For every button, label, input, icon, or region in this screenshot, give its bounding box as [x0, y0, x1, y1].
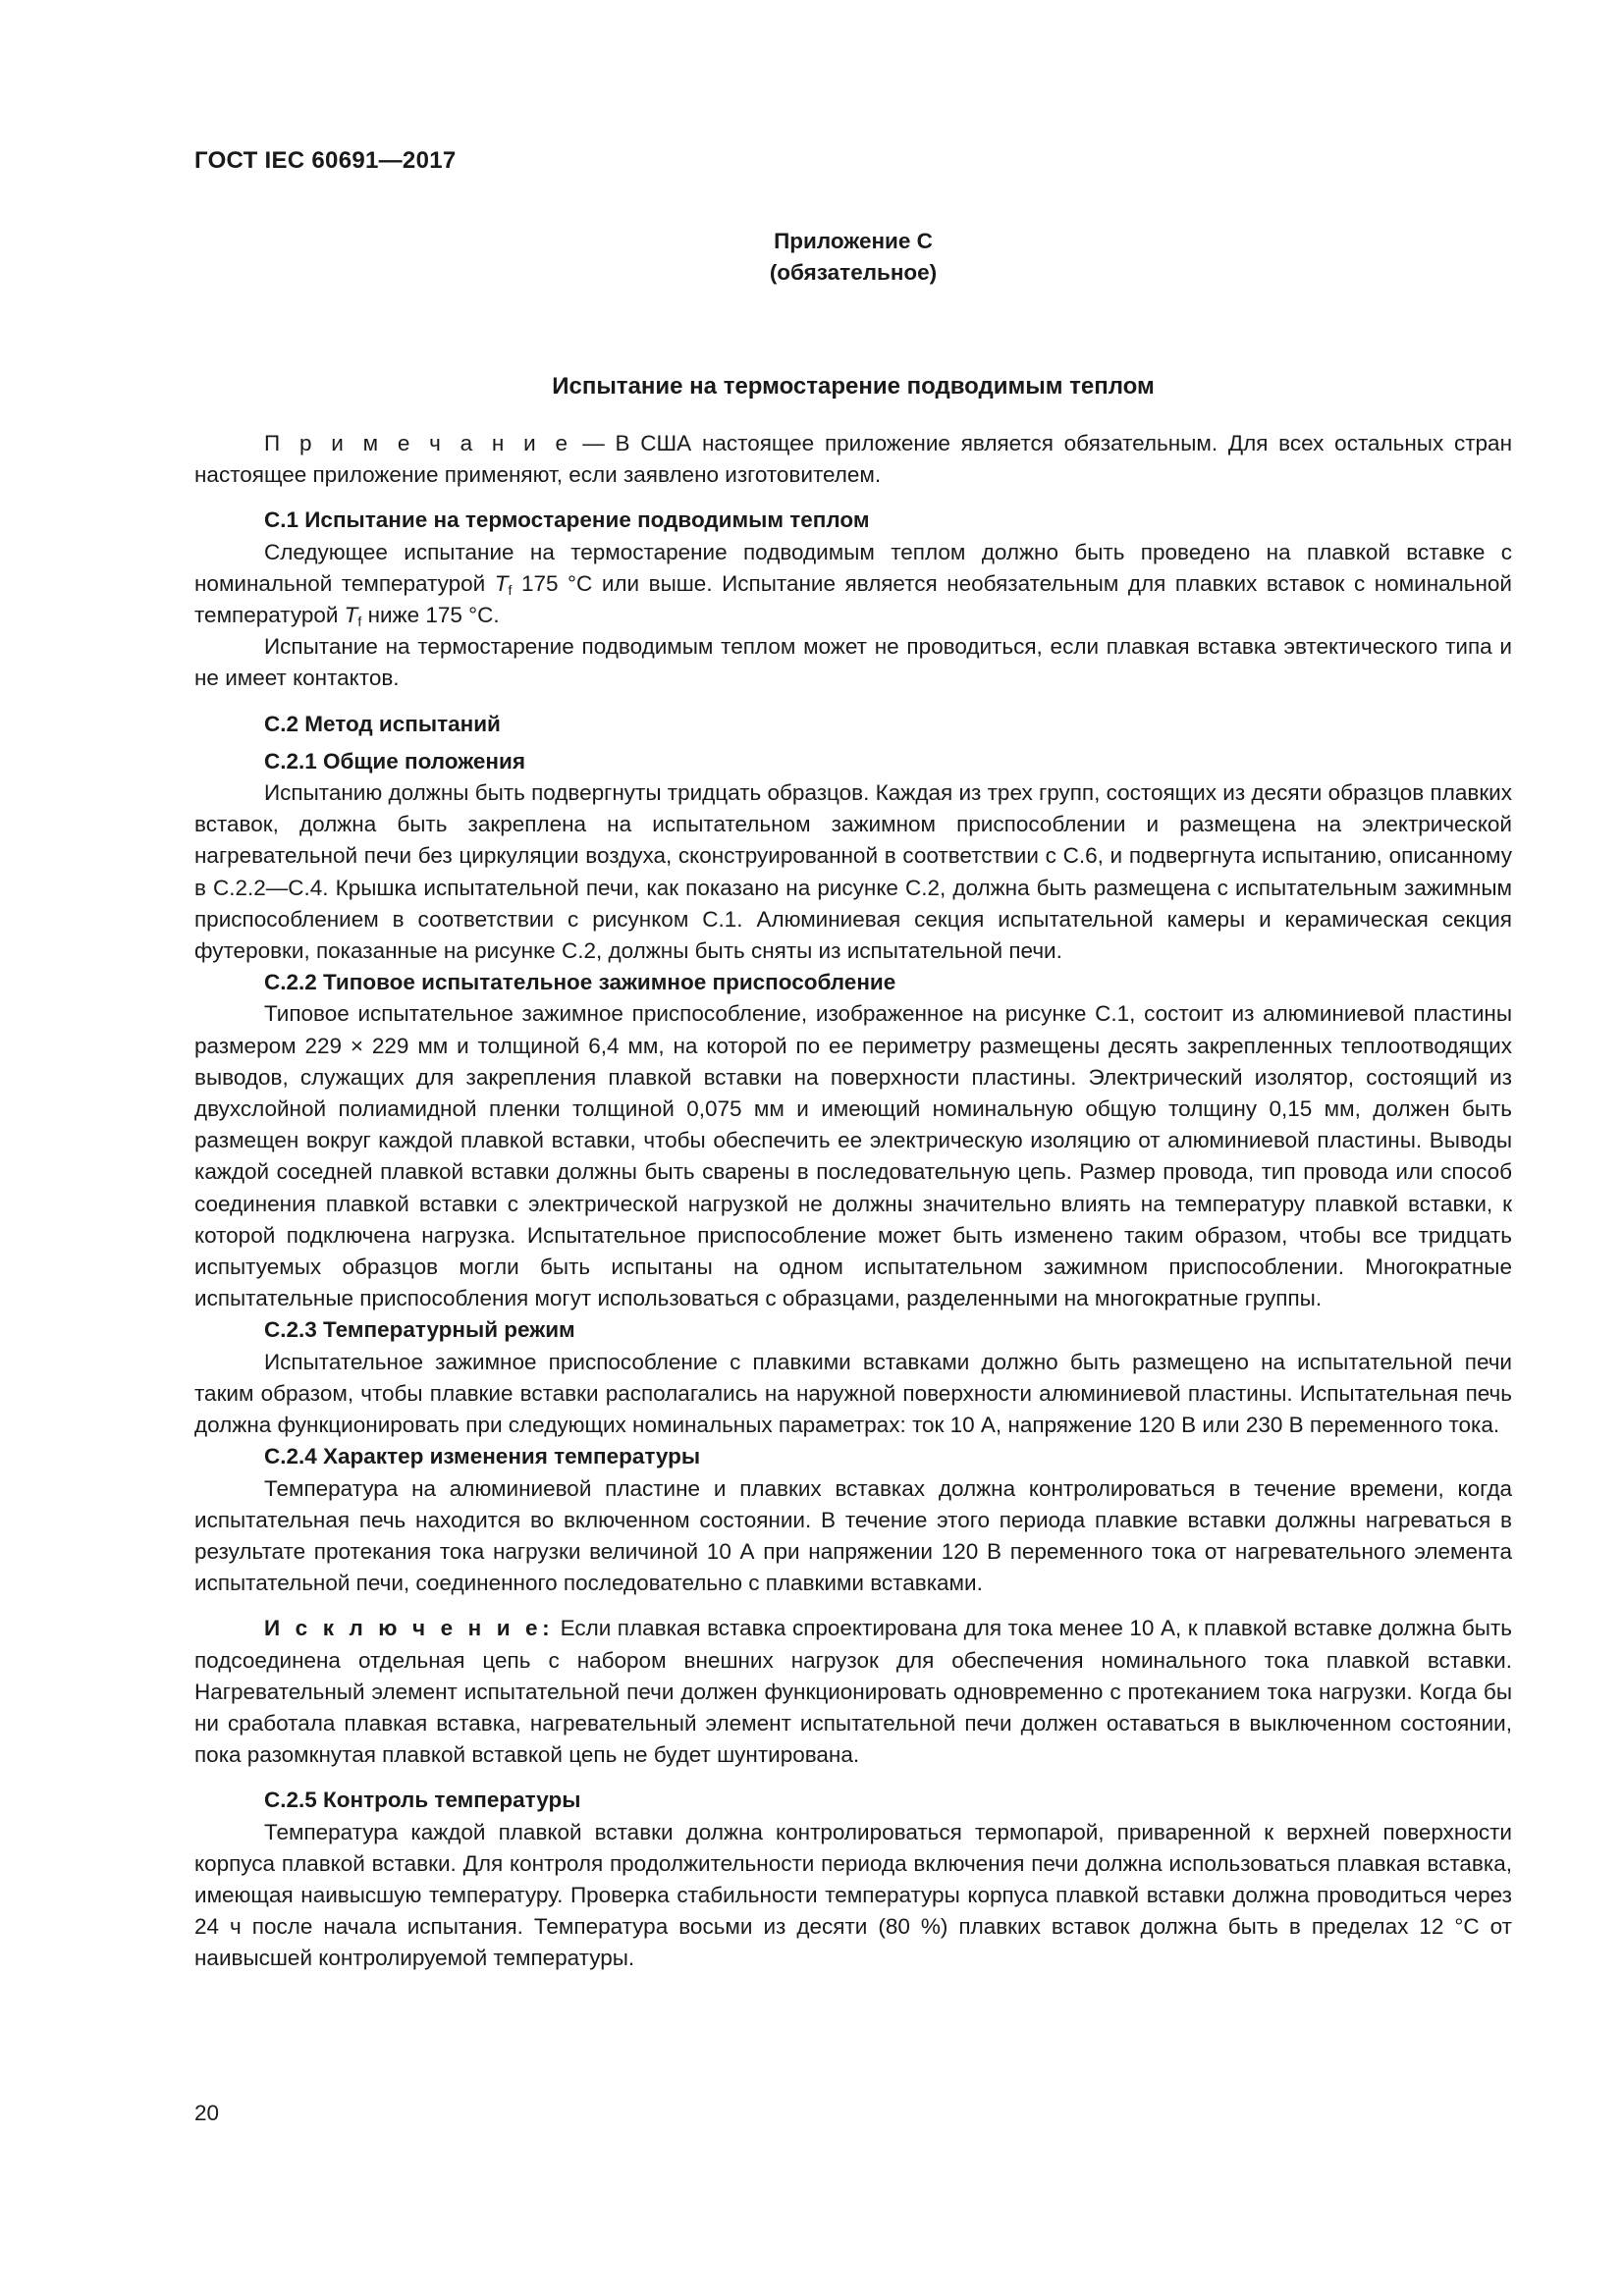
- section-c2-2-text: Типовое испытательное зажимное приспособление, изображенное на рисунке С.1, состоит из алюминиевой пластины размером 229 × 229 мм и толщиной 6,4 мм, на которой по ее периметру размещены десять закрепленных теплоотводящих выводов, служащих для закрепления плавкой вставки на поверхности пластины. Электрический изолятор, состоящий из двухслойной полиамидной пленки толщиной 0,075 мм и имеющий номинальную общую толщину 0,15 мм, должен быть размещен вокруг каждой плавкой вставки, чтобы обеспечить ее электрическую изоляцию от алюминиевой пластины. Выводы каждой соседней плавкой вставки должны быть сварены в последовательную цепь. Размер провода, тип провода или способ соединения плавкой вставки с электрической нагрузкой не должны значительно влиять на температуру плавкой вставки, к которой подключена нагрузка. Испытательное приспособление может быть изменено таким образом, чтобы все тридцать испытуемых образцов могли быть испытаны на одном испытательном зажимном приспособлении. Многократные испытательные приспособления могут использоваться с образцами, разделенными на многократные группы.: [194, 1001, 1512, 1311]
- note-text: — В США настоящее приложение является обязательным. Для всех остальных стран настоящее приложение применяют, если заявлено изготовителем.: [194, 431, 1512, 488]
- exception-text: Если плавкая вставка спроектирована для тока менее 10 А, к плавкой вставке должна быть подсоединена отдельная цепь с набором внешних нагрузок для обеспечения номинального тока плавкой вставки. Нагревательный элемент испытательной печи должен функционировать одновременно с протеканием тока нагрузки. Когда бы ни сработала плавкая вставка, нагревательный элемент испытательной печи должен оставаться в выключенном состоянии, пока разомкнутая плавкой вставкой цепь не будет шунтирована.: [194, 1616, 1512, 1768]
- section-c2-3-heading: С.2.3 Температурный режим: [264, 1317, 575, 1343]
- annex-title: Испытание на термостарение подводимым теплом: [552, 373, 1155, 400]
- section-c1-heading: С.1 Испытание на термостарение подводимым теплом: [264, 507, 870, 533]
- exception-label: И с к л ю ч е н и е:: [264, 1616, 555, 1641]
- section-c2-5-text: Температура каждой плавкой вставки должна контролироваться термопарой, приваренной к верхней поверхности корпуса плавкой вставки. Для контроля продолжительности периода включения печи должна использоваться плавкая вставка, имеющая наивысшую температуру. Проверка стабильности температуры корпуса плавкой вставки должна проводиться через 24 ч после начала испытания. Температура восьми из десяти (80 %) плавких вставок должна быть в пределах 12 °С от наивысшей контролируемой температуры.: [194, 1819, 1512, 1971]
- section-c2-heading: С.2 Метод испытаний: [264, 711, 501, 736]
- note-paragraph: [194, 428, 1512, 491]
- section-c2-4-text: Температура на алюминиевой пластине и плавких вставках должна контролироваться в течение времени, когда испытательная печь находится во включенном состоянии. В течение этого периода плавкие вставки должны нагреваться в результате протекания тока нагрузки величиной 10 А при напряжении 120 В переменного тока от нагревательного элемента испытательной печи, соединенного последовательно с плавкими вставками.: [194, 1475, 1512, 1596]
- tf-symbol-2: T: [344, 603, 358, 628]
- tf-symbol: T: [494, 570, 509, 596]
- document-body: [194, 428, 1512, 1975]
- section-c2-1-text: Испытанию должны быть подвергнуты тридцать образцов. Каждая из трех групп, состоящих из десяти образцов плавких вставок, должна быть закреплена на испытательном зажимном приспособлении и размещена на электрической нагревательной печи без циркуляции воздуха, сконструированной в соответствии с С.6, и подвергнута испытанию, описанному в С.2.2—С.4. Крышка испытательной печи, как показано на рисунке С.2, должна быть размещена с испытательным зажимным приспособлением в соответствии с рисунком С.1. Алюминиевая секция испытательной камеры и керамическая секция футеровки, показанные на рисунке С.2, должны быть сняты из испытательной печи.: [194, 780, 1512, 964]
- exception-paragraph: [194, 1613, 1512, 1771]
- annex-status: (обязательное): [769, 260, 938, 285]
- note-label: П р и м е ч а н и е: [264, 431, 572, 455]
- section-c2-2-heading: С.2.2 Типовое испытательное зажимное приспособление: [264, 970, 896, 995]
- page-number: 20: [194, 2101, 220, 2125]
- c1-text-c: ниже 175 °С.: [361, 603, 500, 628]
- document-code: ГОСТ IEC 60691—2017: [194, 147, 457, 174]
- tf-subscript-2: f: [357, 614, 362, 630]
- c1-text-a: Следующее испытание на термостарение подводимым теплом должно быть проведено на плавкой вставке с номинальной температурой: [194, 539, 1512, 596]
- annex-header: [194, 226, 1512, 289]
- section-c2-5-heading: С.2.5 Контроль температуры: [264, 1788, 581, 1813]
- section-c2-3-text: Испытательное зажимное приспособление с плавкими вставками должно быть размещено на испытательной печи таким образом, чтобы плавкие вставки располагались на наружной поверхности алюминиевой пластины. Испытательная печь должна функционировать при следующих номинальных параметрах: ток 10 А, напряжение 120 В или 230 В переменного тока.: [194, 1349, 1512, 1438]
- section-c1-paragraph-1: [194, 537, 1512, 632]
- annex-label: Приложение С: [774, 229, 933, 253]
- tf-subscript: f: [508, 581, 513, 598]
- section-c2-4-heading: С.2.4 Характер изменения температуры: [264, 1444, 701, 1469]
- c1-text-b: 175 °С или выше. Испытание является необязательным для плавких вставок с номинальной температурой: [194, 570, 1513, 628]
- section-c2-1-heading: С.2.1 Общие положения: [264, 748, 525, 774]
- section-c1-paragraph-2: Испытание на термостарение подводимым теплом может не проводиться, если плавкая вставка эвтектического типа и не имеет контактов.: [194, 634, 1512, 691]
